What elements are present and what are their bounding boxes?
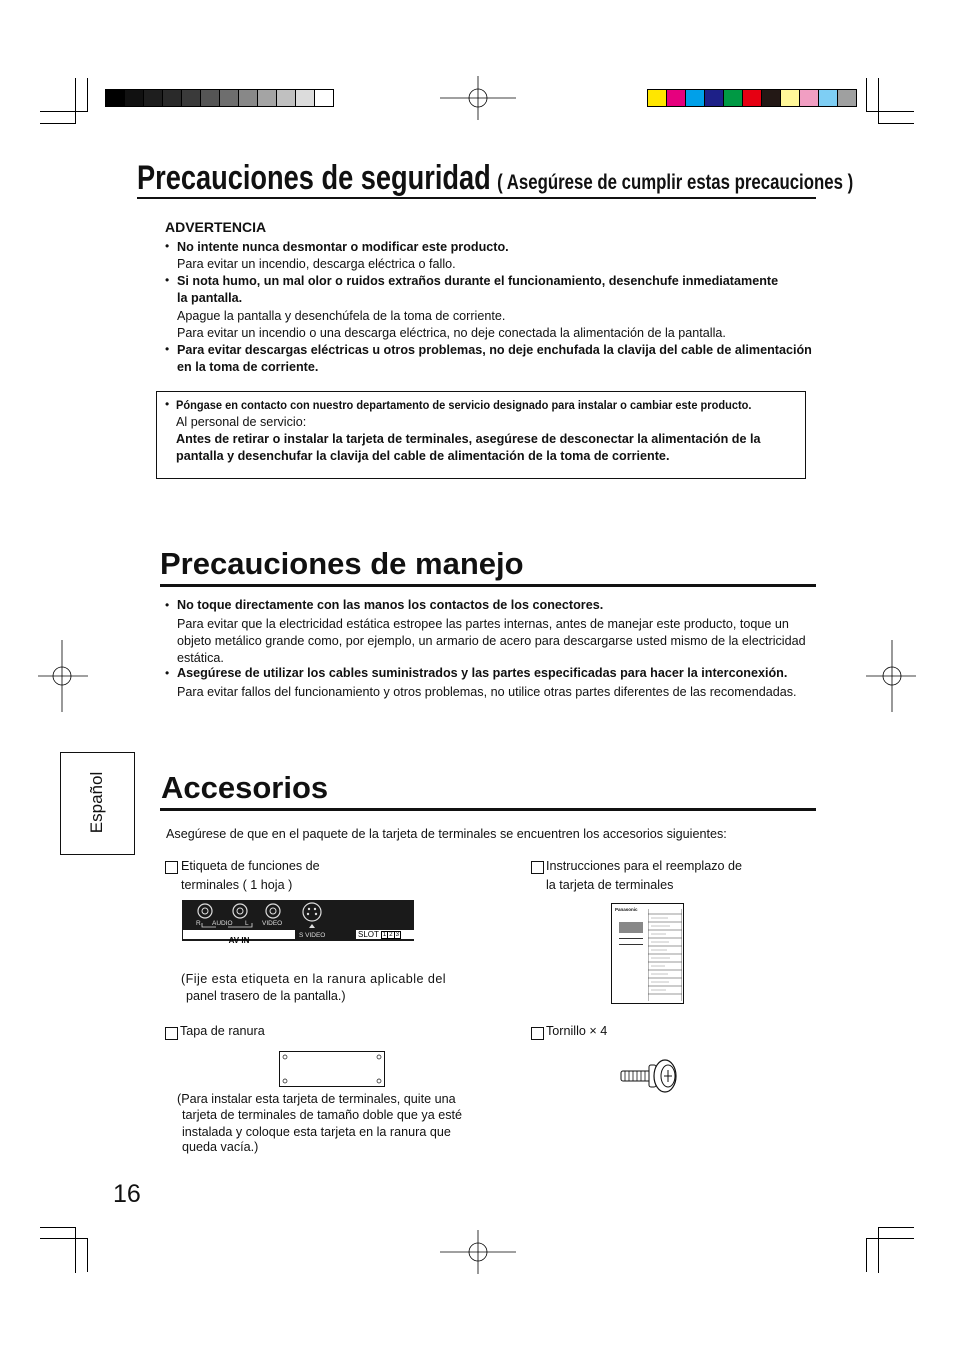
registration-mark-right xyxy=(866,640,916,712)
accessories-intro: Asegúrese de que en el paquete de la tarjeta de terminales se encuentren los accesorios siguientes: xyxy=(166,827,727,841)
gray-swatch-9 xyxy=(258,90,277,106)
bullet: • xyxy=(165,666,170,680)
label-svideo: S VIDEO xyxy=(299,932,326,939)
color-swatch-2 xyxy=(667,90,686,106)
registration-mark-left xyxy=(38,640,88,712)
screw-icon xyxy=(619,1058,679,1094)
color-bar xyxy=(647,89,857,107)
manual-item-line1: Instrucciones para el reemplazo de xyxy=(546,859,743,873)
warning-item-1-line: Para evitar un incendio, descarga eléctrica o fallo. xyxy=(177,257,456,271)
handling-item-1-line3: estática. xyxy=(177,651,224,665)
cover-note-line4: queda vacía.) xyxy=(182,1140,259,1154)
handling-item-2-line1: Para evitar fallos del funcionamiento y otros problemas, no utilice otras partes diferentes de las recomendadas. xyxy=(177,685,797,699)
gray-swatch-11 xyxy=(296,90,315,106)
gray-swatch-4 xyxy=(163,90,182,106)
warning-item-2-bold: Si nota humo, un mal olor o ruidos extraños durante el funcionamiento, desenchufe inmediatamente xyxy=(177,274,779,288)
bullet: • xyxy=(165,397,170,411)
registration-mark-top xyxy=(440,76,516,120)
label-slot-1: 1 xyxy=(382,931,387,938)
cover-note-line3: instalada y coloque esta tarjeta en la ranura que xyxy=(182,1125,451,1139)
handling-item-1-line2: objeto metálico grande como, por ejemplo, un armario de acero para descargarse usted mismo de la electricidad xyxy=(177,634,806,648)
warning-heading: ADVERTENCIA xyxy=(165,219,267,235)
service-box-bold2: Antes de retirar o instalar la tarjeta de terminales, asegúrese de desconectar la alimentación de la xyxy=(176,432,761,446)
bullet: • xyxy=(165,273,170,287)
grayscale-bar xyxy=(105,89,334,107)
warning-item-1-bold: No intente nunca desmontar o modificar este producto. xyxy=(177,240,509,254)
label-avin: AV IN xyxy=(228,936,250,945)
gray-swatch-5 xyxy=(182,90,201,106)
section3-rule xyxy=(160,808,816,811)
color-swatch-1 xyxy=(648,90,667,106)
color-swatch-6 xyxy=(743,90,762,106)
section1-rule xyxy=(137,197,816,199)
checkbox-label[interactable] xyxy=(165,861,178,874)
slot-cover-graphic xyxy=(279,1051,385,1087)
registration-mark-bottom xyxy=(440,1230,516,1274)
label-slot xyxy=(356,930,414,939)
section1-title xyxy=(137,159,954,198)
warning-item-2-bold2: la pantalla. xyxy=(177,291,243,305)
gray-swatch-1 xyxy=(106,90,125,106)
label-audio: AUDIO xyxy=(212,920,233,927)
bullet: • xyxy=(165,239,170,253)
section2-rule xyxy=(160,584,816,587)
color-swatch-9 xyxy=(800,90,819,106)
label-avin-bar xyxy=(183,930,295,945)
section2-title: Precauciones de manejo xyxy=(160,546,524,581)
color-swatch-4 xyxy=(705,90,724,106)
language-tab-label: Español xyxy=(87,771,106,834)
color-swatch-8 xyxy=(781,90,800,106)
label-l: L xyxy=(245,920,249,927)
cover-note-line1: (Para instalar esta tarjeta de terminales, quite una xyxy=(177,1092,456,1106)
manual-item-line2: la tarjeta de terminales xyxy=(546,878,674,892)
gray-swatch-6 xyxy=(201,90,220,106)
checkbox-manual[interactable] xyxy=(531,861,544,874)
color-swatch-10 xyxy=(819,90,838,106)
gray-swatch-3 xyxy=(144,90,163,106)
color-swatch-5 xyxy=(724,90,743,106)
handling-item-1-bold: No toque directamente con las manos los contactos de los conectores. xyxy=(177,598,604,612)
bullet: • xyxy=(165,598,170,612)
label-slot-text: SLOT xyxy=(358,930,379,939)
color-swatch-3 xyxy=(686,90,705,106)
color-swatch-11 xyxy=(838,90,856,106)
gray-swatch-8 xyxy=(239,90,258,106)
screw-item-line1: Tornillo × 4 xyxy=(546,1024,608,1038)
checkbox-screw[interactable] xyxy=(531,1027,544,1040)
page-title: Precauciones de seguridad xyxy=(137,159,491,197)
service-box-bold3: pantalla y desenchufar la clavija del cable de alimentación de la toma de corriente. xyxy=(176,449,670,463)
page-subtitle: ( Asegúrese de cumplir estas precauciones ) xyxy=(497,171,854,194)
label-slot-3: 3 xyxy=(395,931,399,938)
warning-item-2-line1: Apague la pantalla y desenchúfela de la toma de corriente. xyxy=(177,309,506,323)
warning-item-2-line2: Para evitar un incendio o una descarga eléctrica, no deje conectada la alimentación de la pantalla. xyxy=(177,326,726,340)
label-video: VIDEO xyxy=(262,920,283,927)
gray-swatch-12 xyxy=(315,90,333,106)
color-swatch-7 xyxy=(762,90,781,106)
cover-note-line2: tarjeta de terminales de tamaño doble que ya esté xyxy=(182,1108,463,1122)
label-note-line2: panel trasero de la pantalla.) xyxy=(186,989,346,1003)
label-slot-2: 2 xyxy=(389,931,393,938)
service-box-line: Al personal de servicio: xyxy=(176,415,307,429)
manual-booklet-graphic xyxy=(611,903,684,1004)
warning-item-3-bold2: en la toma de corriente. xyxy=(177,360,319,374)
cover-item-line1: Tapa de ranura xyxy=(180,1024,265,1038)
gray-swatch-2 xyxy=(125,90,144,106)
label-item-line1: Etiqueta de funciones de xyxy=(181,859,320,873)
warning-item-3-bold: Para evitar descargas eléctricas u otros problemas, no deje enchufada la clavija del cable de alimentación xyxy=(177,343,812,357)
gray-swatch-10 xyxy=(277,90,296,106)
label-note-line1: (Fije esta etiqueta en la ranura aplicable del xyxy=(181,972,447,986)
bullet: • xyxy=(165,342,170,356)
label-r: R xyxy=(196,920,201,927)
manual-brand: Panasonic xyxy=(615,907,638,912)
terminal-label-graphic xyxy=(182,900,414,945)
service-box-bold: Póngase en contacto con nuestro departamento de servicio designado para instalar o cambiar este producto. xyxy=(176,398,752,412)
gray-swatch-7 xyxy=(220,90,239,106)
page-number: 16 xyxy=(113,1180,141,1208)
section3-title: Accesorios xyxy=(161,770,329,805)
checkbox-slot-cover[interactable] xyxy=(165,1027,178,1040)
label-item-line2: terminales ( 1 hoja ) xyxy=(181,878,293,892)
handling-item-1-line1: Para evitar que la electricidad estática estropee las partes internas, antes de manejar este producto, toque un xyxy=(177,617,789,631)
handling-item-2-bold: Asegúrese de utilizar los cables suministrados y las partes especificadas para hacer la interconexión. xyxy=(177,666,788,680)
